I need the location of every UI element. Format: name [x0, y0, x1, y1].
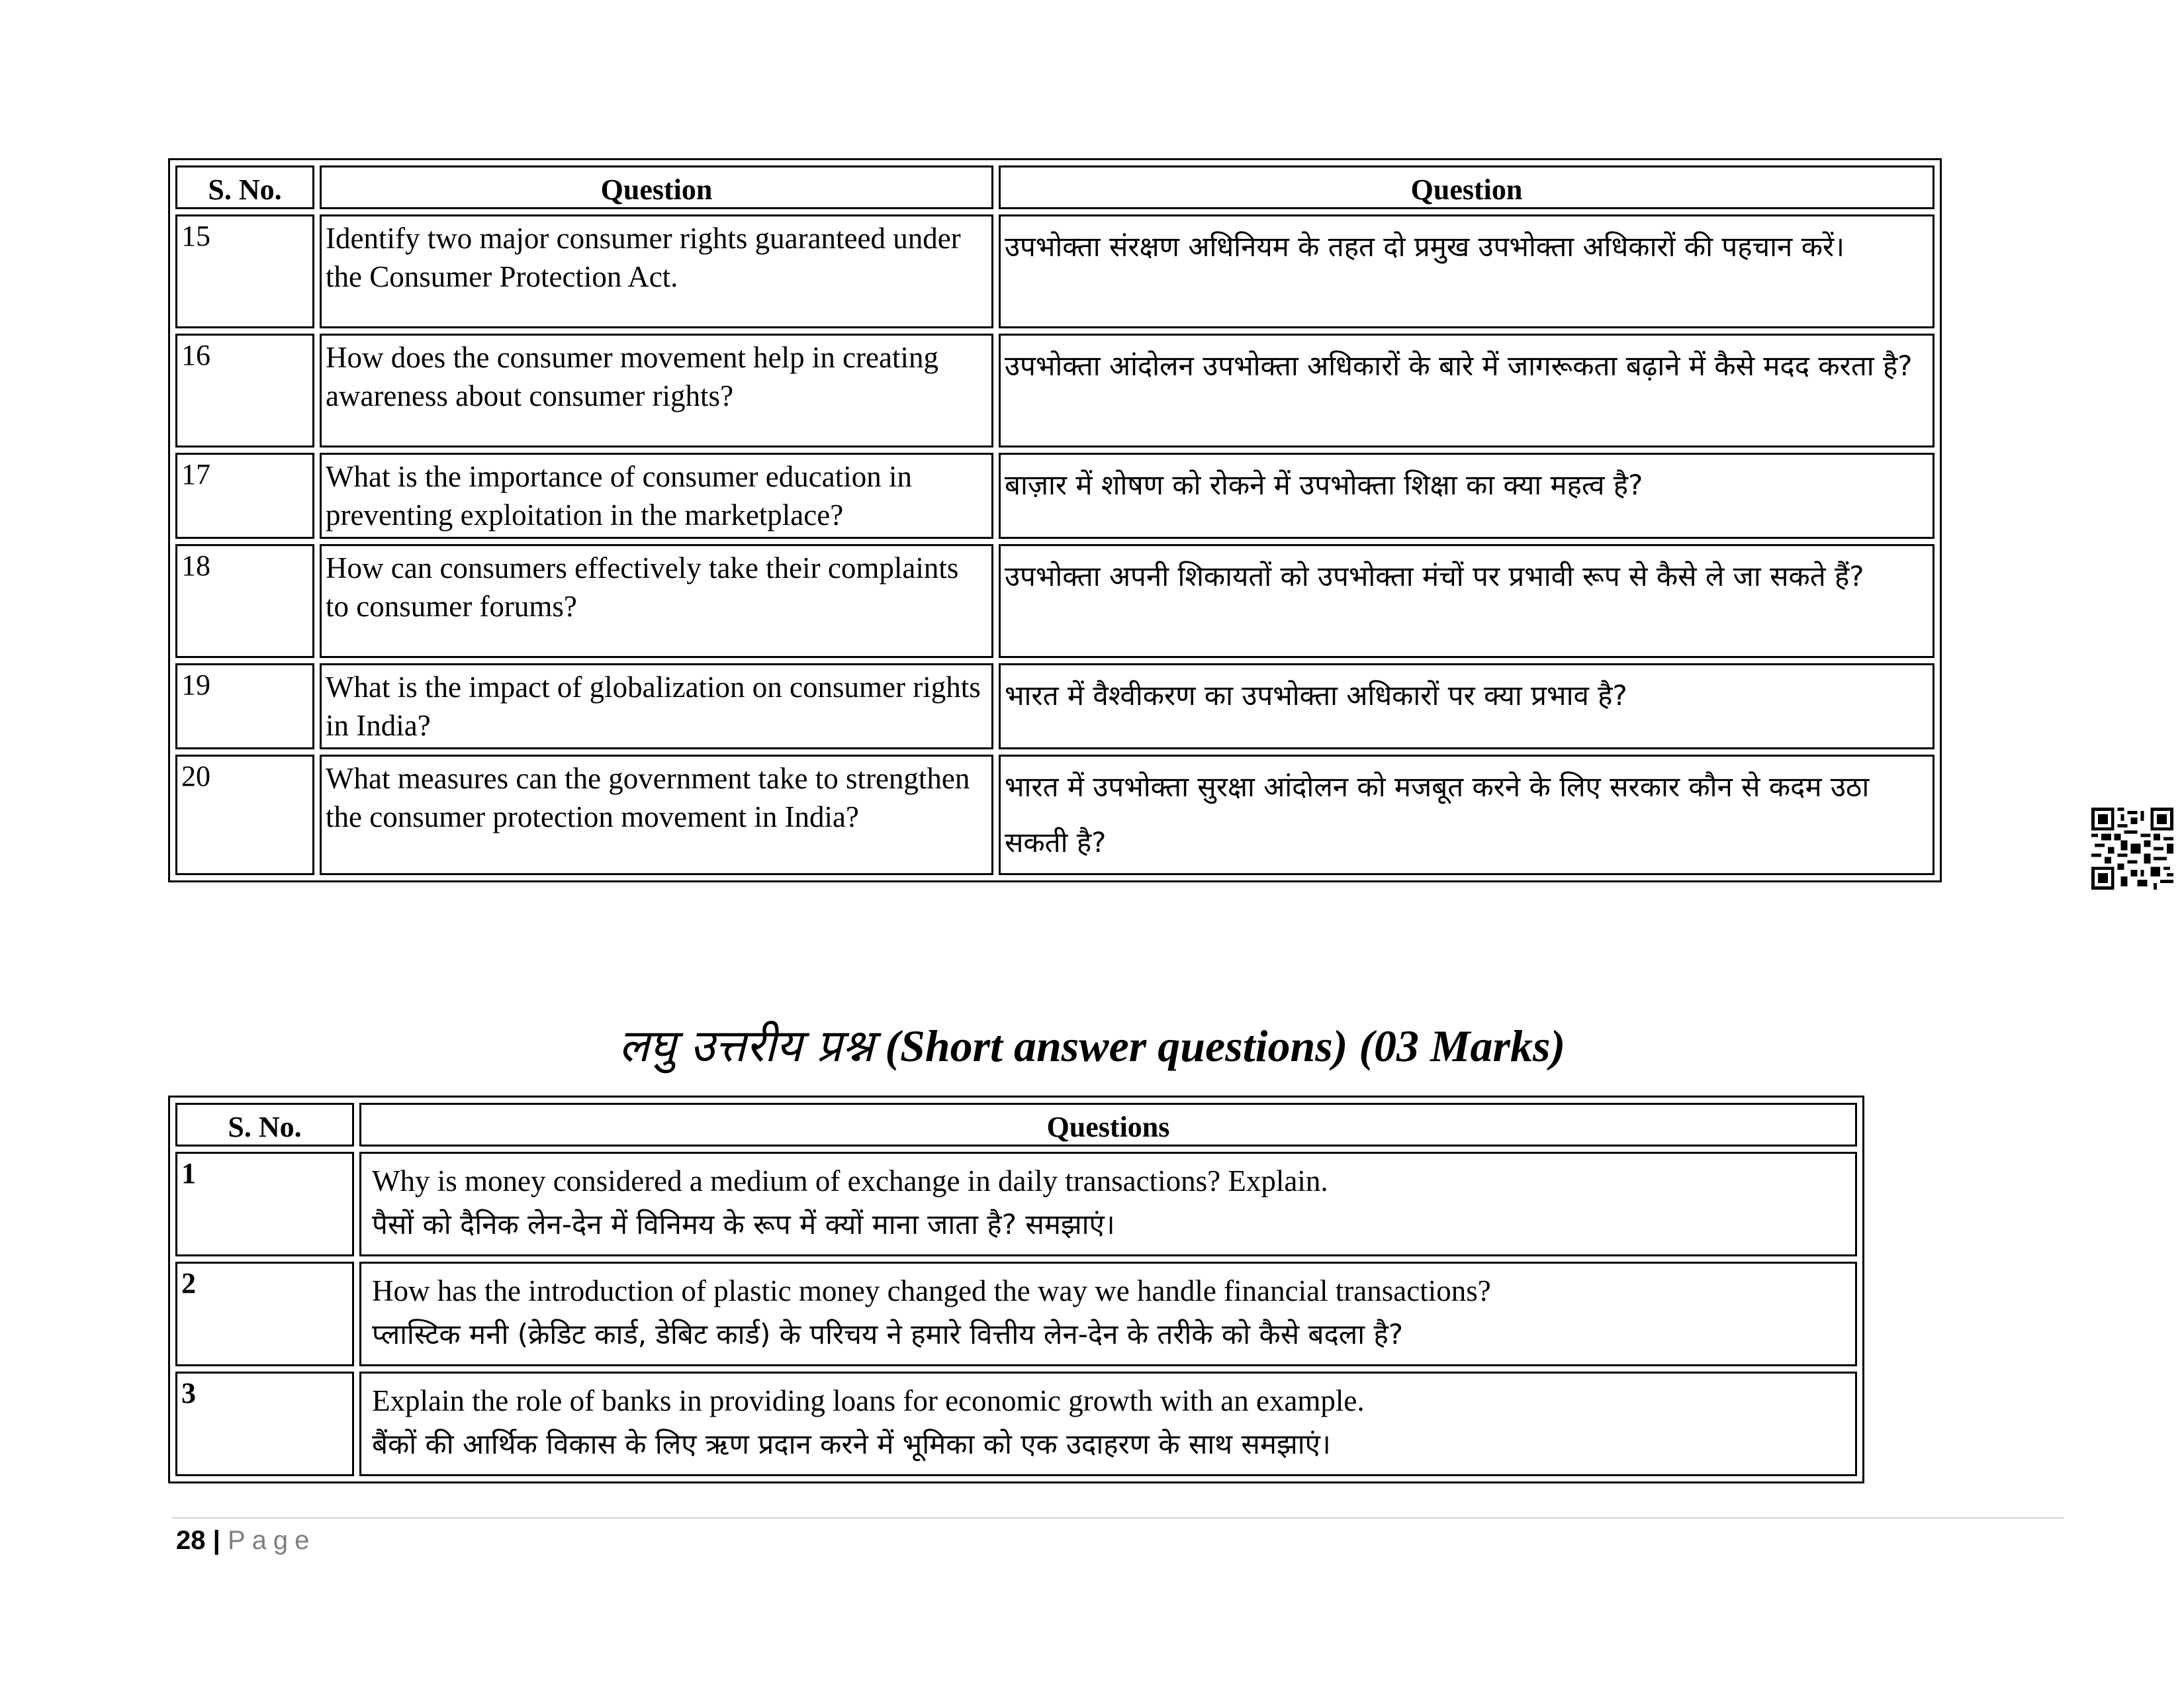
question-cell: [359, 1372, 1857, 1476]
table-header-row: [175, 165, 1934, 209]
header-sno: S. No.: [175, 165, 314, 209]
question-hindi: बैंकों की आर्थिक विकास के लिए ऋण प्रदान करने में भूमिका को एक उदाहरण के साथ समझाएं।: [372, 1428, 1331, 1460]
consumer-questions-table: [168, 158, 1942, 882]
table-row: [175, 755, 1934, 875]
heading-hindi: लघु उत्तरीय प्रश्न: [618, 1020, 874, 1072]
question-hindi: भारत में वैश्वीकरण का उपभोक्ता अधिकारों पर क्या प्रभाव है?: [999, 663, 1934, 749]
row-sno: 3: [175, 1372, 354, 1476]
question-hindi: उपभोक्ता आंदोलन उपभोक्ता अधिकारों के बारे में जागरूकता बढ़ाने में कैसे मदद करता है?: [999, 334, 1934, 447]
header-question-hindi: Question: [999, 165, 1934, 209]
question-english: How has the introduction of plastic money changed the way we handle financial transactions?: [372, 1274, 1491, 1307]
page-label: Page: [227, 1526, 316, 1555]
section-heading: [0, 1013, 2184, 1074]
row-sno: 2: [175, 1262, 354, 1366]
row-sno: 15: [175, 214, 314, 328]
question-hindi: पैसों को दैनिक लेन-देन में विनिमय के रूप में क्यों माना जाता है? समझाएं।: [372, 1208, 1115, 1241]
question-cell: [359, 1262, 1857, 1366]
table-row: [175, 453, 1934, 539]
short-answer-questions-table: [168, 1096, 1864, 1483]
question-english: Why is money considered a medium of exchange in daily transactions? Explain.: [372, 1164, 1328, 1197]
table-row: [175, 334, 1934, 447]
table-row: [175, 663, 1934, 749]
header-sno: S. No.: [175, 1103, 354, 1147]
page-footer: [176, 1526, 316, 1556]
question-hindi: भारत में उपभोक्ता सुरक्षा आंदोलन को मजबूत करने के लिए सरकार कौन से कदम उठा सकती है?: [999, 755, 1934, 875]
page-number: 28: [176, 1526, 206, 1555]
question-cell: [359, 1152, 1857, 1256]
table-row: [175, 1262, 1857, 1366]
row-sno: 18: [175, 544, 314, 658]
row-sno: 19: [175, 663, 314, 749]
question-hindi: उपभोक्ता संरक्षण अधिनियम के तहत दो प्रमुख उपभोक्ता अधिकारों की पहचान करें।: [999, 214, 1934, 328]
footer-separator: |: [212, 1526, 220, 1555]
table-row: [175, 544, 1934, 658]
question-english: How does the consumer movement help in creating awareness about consumer rights?: [320, 334, 993, 447]
row-sno: 1: [175, 1152, 354, 1256]
table-row: [175, 1372, 1857, 1476]
question-english: What is the importance of consumer education in preventing exploitation in the marketplace?: [320, 453, 993, 539]
row-sno: 16: [175, 334, 314, 447]
question-english: Identify two major consumer rights guaranteed under the Consumer Protection Act.: [320, 214, 993, 328]
table-row: [175, 1152, 1857, 1256]
question-english: How can consumers effectively take their complaints to consumer forums?: [320, 544, 993, 658]
row-sno: 20: [175, 755, 314, 875]
question-english: Explain the role of banks in providing loans for economic growth with an example.: [372, 1384, 1365, 1417]
question-hindi: बाज़ार में शोषण को रोकने में उपभोक्ता शिक्षा का क्या महत्व है?: [999, 453, 1934, 539]
question-hindi: प्लास्टिक मनी (क्रेडिट कार्ड, डेबिट कार्ड) के परिचय ने हमारे वित्तीय लेन-देन के तरीके को कैसे बदला है?: [372, 1318, 1404, 1350]
footer-divider: [172, 1517, 2064, 1519]
heading-english: (Short answer questions) (03 Marks): [885, 1021, 1566, 1071]
qr-code-icon: [2091, 808, 2173, 890]
header-questions: Questions: [359, 1103, 1857, 1147]
question-english: What is the impact of globalization on consumer rights in India?: [320, 663, 993, 749]
table-header-row: [175, 1103, 1857, 1147]
question-english: What measures can the government take to strengthen the consumer protection movement in India?: [320, 755, 993, 875]
table-row: [175, 214, 1934, 328]
row-sno: 17: [175, 453, 314, 539]
header-question-english: Question: [320, 165, 993, 209]
question-hindi: उपभोक्ता अपनी शिकायतों को उपभोक्ता मंचों पर प्रभावी रूप से कैसे ले जा सकते हैं?: [999, 544, 1934, 658]
